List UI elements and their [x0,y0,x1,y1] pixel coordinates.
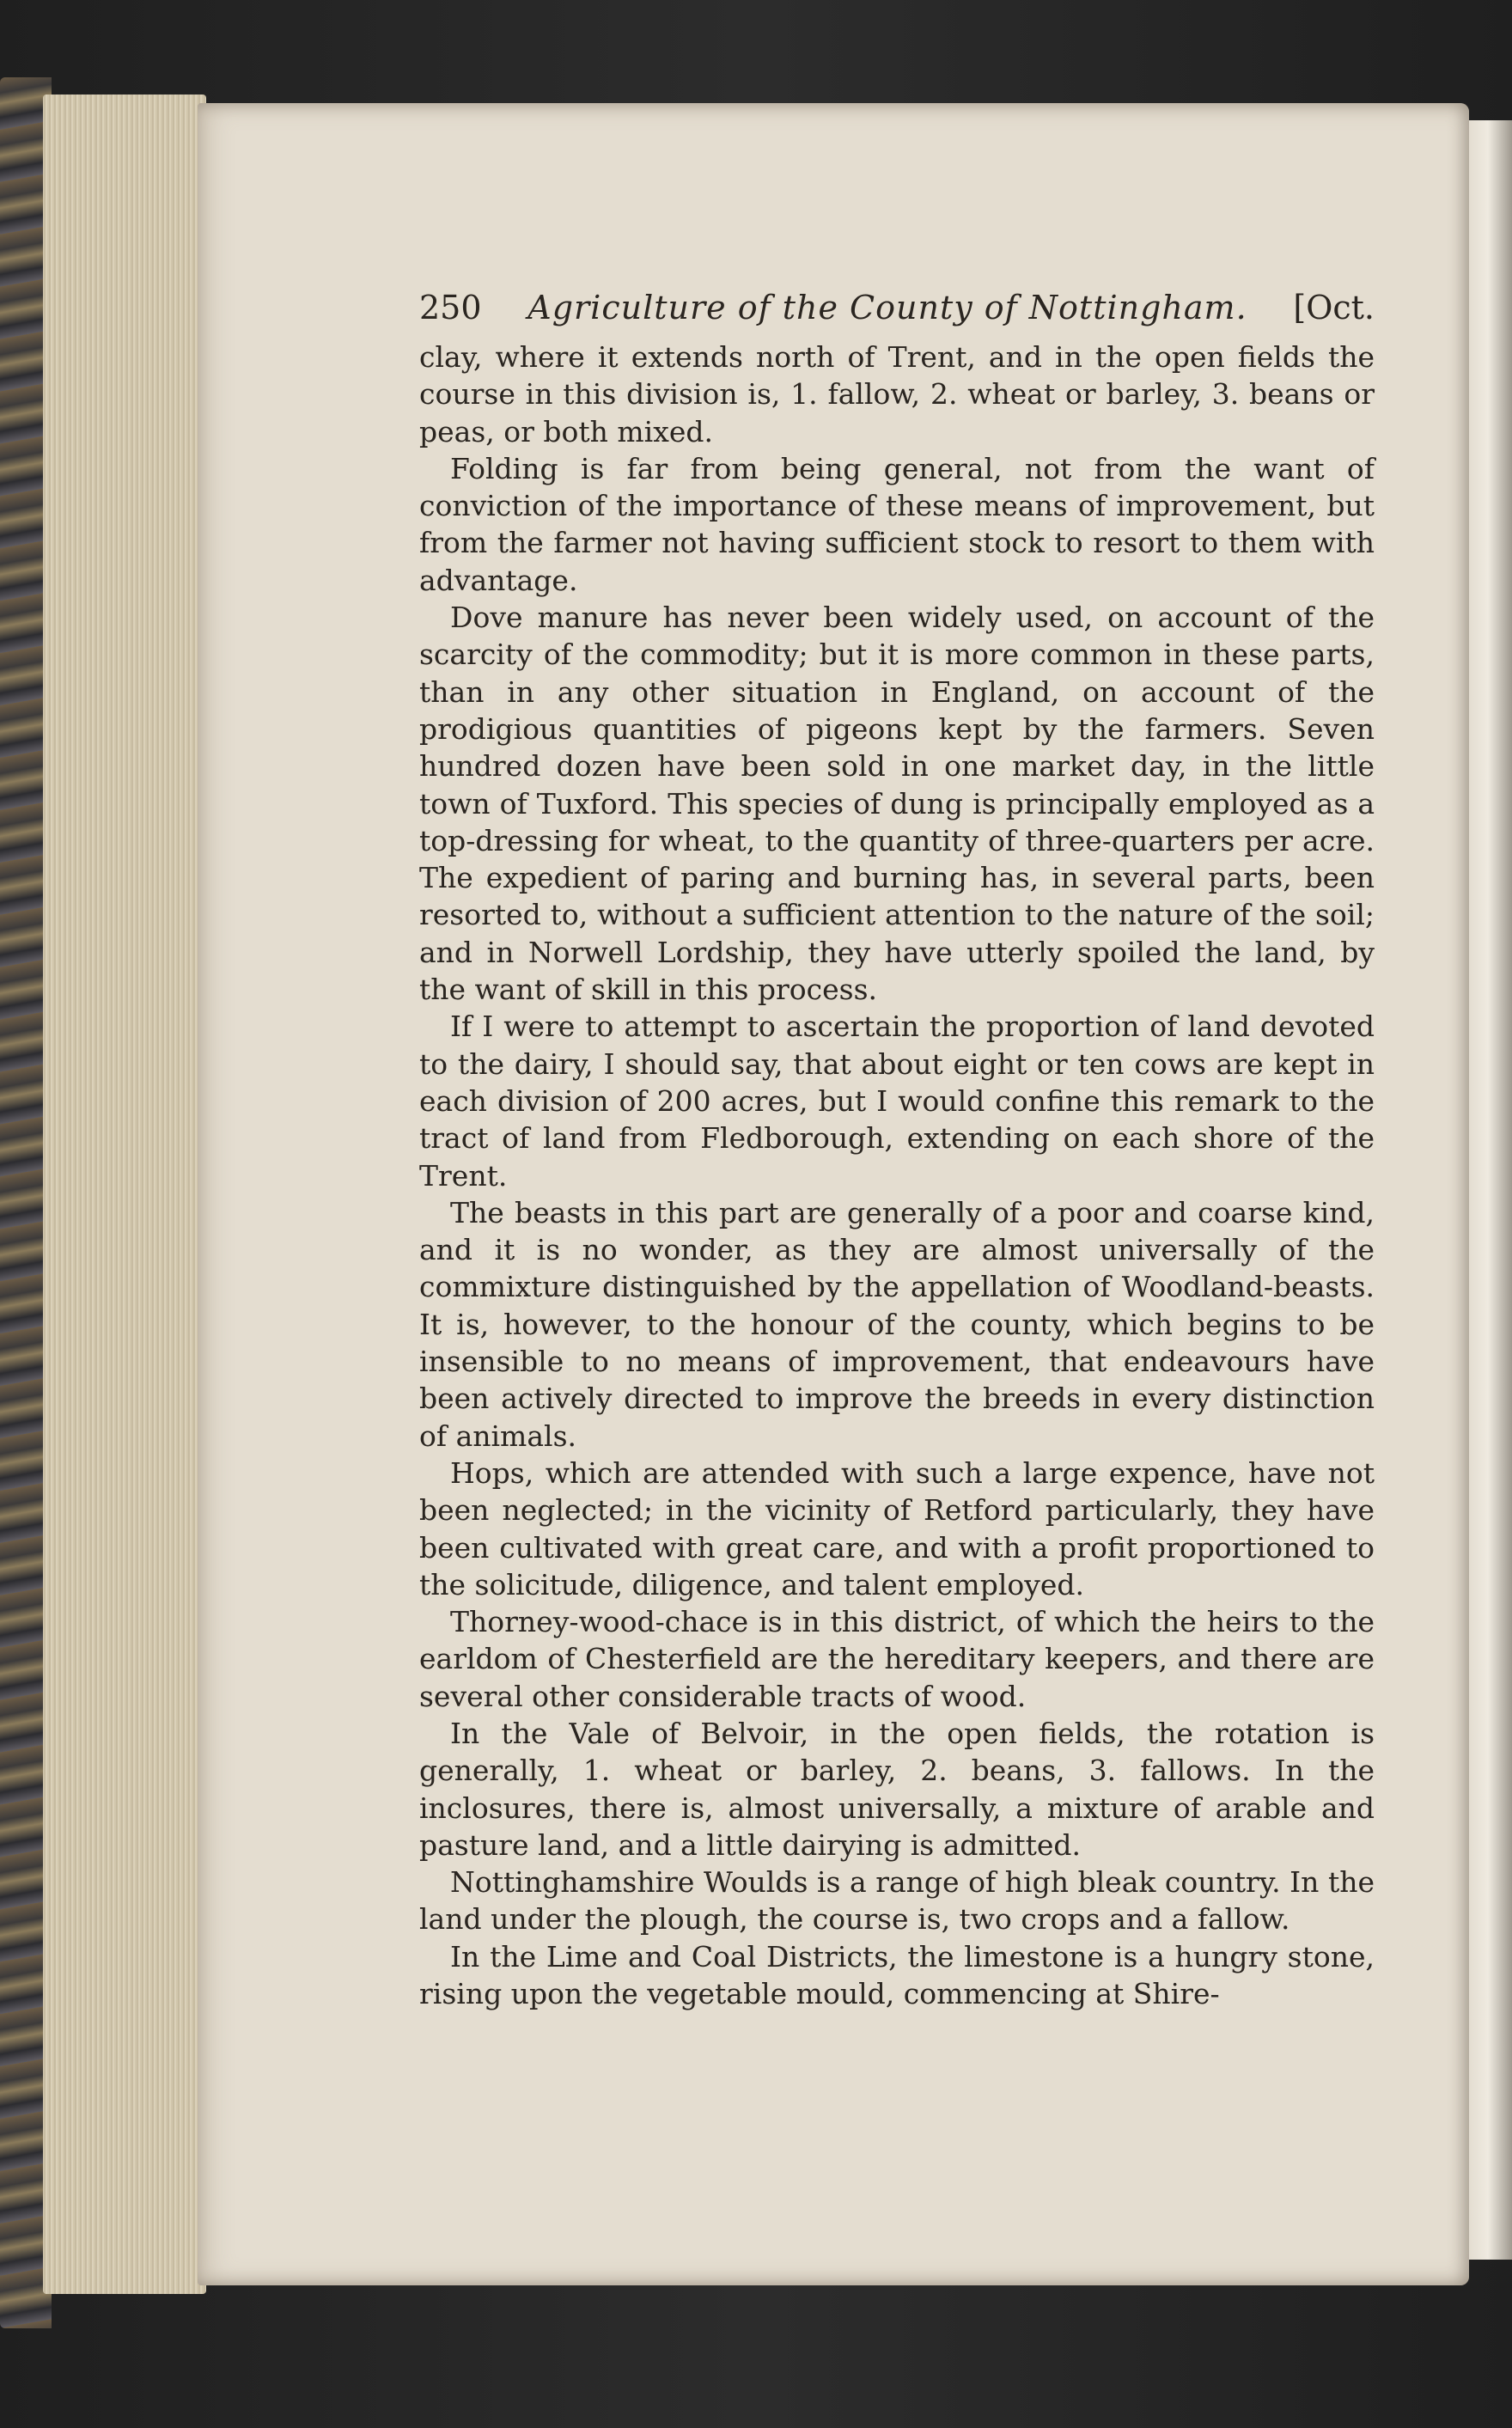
paragraph: In the Vale of Belvoir, in the open fields, the rotation is generally, 1. wheat or barley, 2. beans, 3. fallows. In the inclosures, there is, almost universally, a mixture of arable and pasture land, and a little dairying is admitted. [419,1716,1375,1862]
paragraph: Dove manure has never been widely used, on account of the scarcity of the commodity; but it is more common in these parts, than in any other situation in England, on account of the prodigious quantities of pigeons kept by the farmers. Seven hundred dozen have been sold in one market day, in the little town of Tuxford. This species of dung is principally employed as a top-dressing for wheat, to the quantity of three-quarters per acre. The expedient of paring and burning has, in several parts, been resorted to, without a sufficient attention to the nature of the soil; and in Norwell Lordship, they have utterly spoiled the land, by the want of skill in this process. [419,601,1375,1007]
paragraph: Hops, which are attended with such a large expence, have not been neglected; in the vicinity of Retford particularly, they have been cultivated with great care, and with a profit proportioned to the solicitude, diligence, and talent employed. [419,1455,1375,1601]
paragraph: If I were to attempt to ascertain the proportion of land devoted to the dairy, I should say, that about eight or ten cows are kept in each division of 200 acres, but I would confine this remark to the tract of land from Fledborough, extending on each shore of the Trent. [419,1010,1375,1193]
paragraph: clay, where it extends north of Trent, and in the open fields the course in this division is, 1. fallow, 2. wheat or barley, 3. beans or peas, or both mixed. [419,340,1375,448]
page-edges [43,95,206,2294]
paragraph: Folding is far from being general, not from the want of conviction of the importance of these means of improvement, but from the farmer not having sufficient stock to resort to them with advantage. [419,451,1375,597]
paragraph: The beasts in this part are generally of a poor and coarse kind, and it is no wonder, as they are almost universally of the commixture distinguished by the appellation of Woodland-beasts. It is, however, to the honour of the county, which begins to be insensible to no means of improvement, that endeavours have been actively directed to improve the breeds in every distinction of animals. [419,1195,1375,1453]
page-number: 250 [419,289,482,326]
page-text [419,284,1375,2012]
running-title: Agriculture of the County of Nottingham. [527,289,1247,326]
paragraph: Thorney-wood-chace is in this district, of which the heirs to the earldom of Chesterfield are the hereditary keepers, and there are several other considerable tracts of wood. [419,1605,1375,1713]
running-head [419,284,1375,332]
paragraph: In the Lime and Coal Districts, the limestone is a hungry stone, rising upon the vegetable mould, commencing at Shire- [419,1939,1375,2011]
body-text [419,339,1375,2012]
running-month: [Oct. [1293,289,1375,326]
paragraph: Nottinghamshire Woulds is a range of high bleak country. In the land under the plough, the course is, two crops and a fallow. [419,1865,1375,1937]
